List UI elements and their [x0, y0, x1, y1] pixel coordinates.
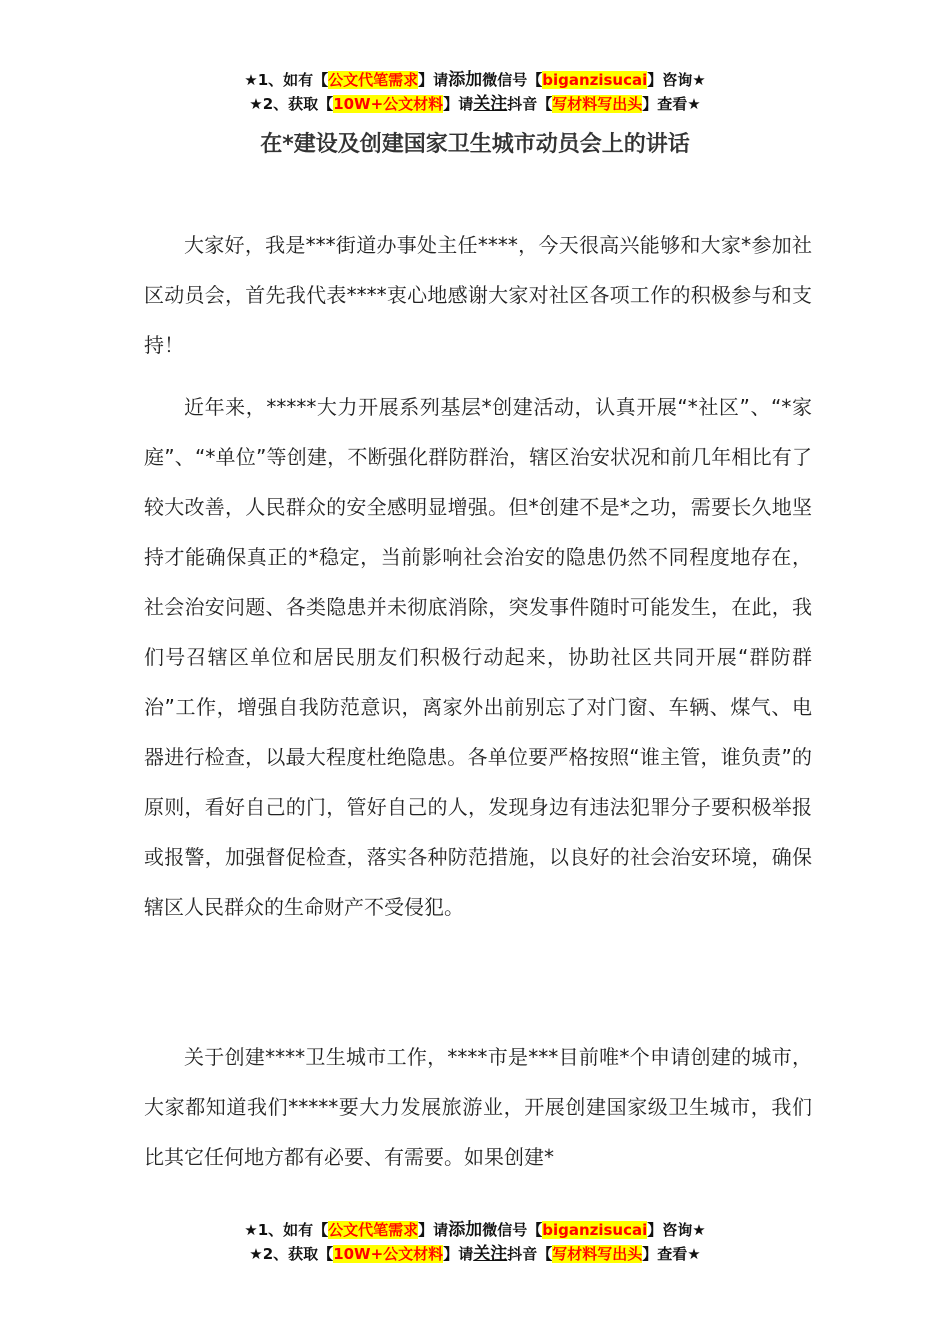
- ad-line-1-suffix: 】咨询★: [647, 71, 706, 89]
- ad-line-2: [0, 92, 950, 116]
- body-paragraph: 近年来，*****大力开展系列基层*创建活动，认真开展“*社区”、“*家庭”、“*单位”等创建，不断强化群防群治，辖区治安状况和前几年相比有了较大改善，人民群众的安全感明显增强。但*创建不是*之功，需要长久地坚持才能确保真正的*稳定，当前影响社会治安的隐患仍然不同程度地存在，社会治安问题、各类隐患并未彻底消除，突发事件随时可能发生，在此，我们号召辖区单位和居民朋友们积极行动起来，协助社区共同开展“群防群治”工作，增强自我防范意识，离家外出前别忘了对门窗、车辆、煤气、电器进行检查，以最大程度杜绝隐患。各单位要严格按照“谁主管，谁负责”的原则，看好自己的门，管好自己的人，发现身边有违法犯罪分子要积极举报或报警，加强督促检查，落实各种防范措施，以良好的社会治安环境，确保辖区人民群众的生命财产不受侵犯。: [144, 395, 812, 919]
- ad-line-1-prefix: ★1、如有【: [244, 1221, 329, 1239]
- body-paragraph-2-block: [144, 382, 812, 932]
- ad-line-1-mid2: 微信号【: [482, 1221, 543, 1239]
- ad-emphasis-add: 添加: [448, 1220, 483, 1240]
- header-ad-banner: [0, 68, 950, 116]
- ad-line-2-mid: 】请: [443, 95, 474, 113]
- ad-line-1: [0, 68, 950, 92]
- ad-line-1-suffix: 】咨询★: [647, 1221, 706, 1239]
- body-paragraph: 关于创建****卫生城市工作，****市是***目前唯*个申请创建的城市，大家都知道我们*****要大力发展旅游业，开展创建国家级卫生城市，我们比其它任何地方都有必要、有需要。如果创建*: [144, 1045, 812, 1169]
- ad-emphasis-follow: 关注: [473, 94, 508, 114]
- body-paragraph: 大家好，我是***街道办事处主任****，今天很高兴能够和大家*参加社区动员会，首先我代表****衷心地感谢大家对社区各项工作的积极参与和支持！: [144, 233, 812, 357]
- ad-highlight-douyin: 写材料写出头: [552, 1245, 643, 1263]
- ad-highlight-materials: 10W+公文材料: [333, 95, 444, 113]
- ad-highlight-service: 公文代笔需求: [328, 71, 419, 89]
- document-title: 在*建设及创建国家卫生城市动员会上的讲话: [260, 132, 690, 157]
- ad-line-2-prefix: ★2、获取【: [249, 1245, 334, 1263]
- body-paragraph-3-block: [144, 1032, 812, 1182]
- ad-highlight-douyin: 写材料写出头: [552, 95, 643, 113]
- ad-line-1-mid: 】请: [418, 1221, 449, 1239]
- ad-line-1-mid: 】请: [418, 71, 449, 89]
- ad-line-2-mid2: 抖音【: [507, 1245, 553, 1263]
- ad-line-2-mid: 】请: [443, 1245, 474, 1263]
- ad-emphasis-add: 添加: [448, 70, 483, 90]
- ad-line-1: [0, 1218, 950, 1242]
- footer-ad-banner: [0, 1218, 950, 1266]
- ad-line-2: [0, 1242, 950, 1266]
- ad-highlight-materials: 10W+公文材料: [333, 1245, 444, 1263]
- ad-line-1-mid2: 微信号【: [482, 71, 543, 89]
- ad-line-2-mid2: 抖音【: [507, 95, 553, 113]
- ad-line-2-suffix: 】查看★: [642, 95, 701, 113]
- body-paragraph-1-block: [144, 220, 812, 370]
- ad-line-1-prefix: ★1、如有【: [244, 71, 329, 89]
- ad-highlight-service: 公文代笔需求: [328, 1221, 419, 1239]
- ad-highlight-wechat-id: biganzisucai: [542, 71, 648, 89]
- ad-line-2-suffix: 】查看★: [642, 1245, 701, 1263]
- ad-highlight-wechat-id: biganzisucai: [542, 1221, 648, 1239]
- ad-line-2-prefix: ★2、获取【: [249, 95, 334, 113]
- ad-emphasis-follow: 关注: [473, 1244, 508, 1264]
